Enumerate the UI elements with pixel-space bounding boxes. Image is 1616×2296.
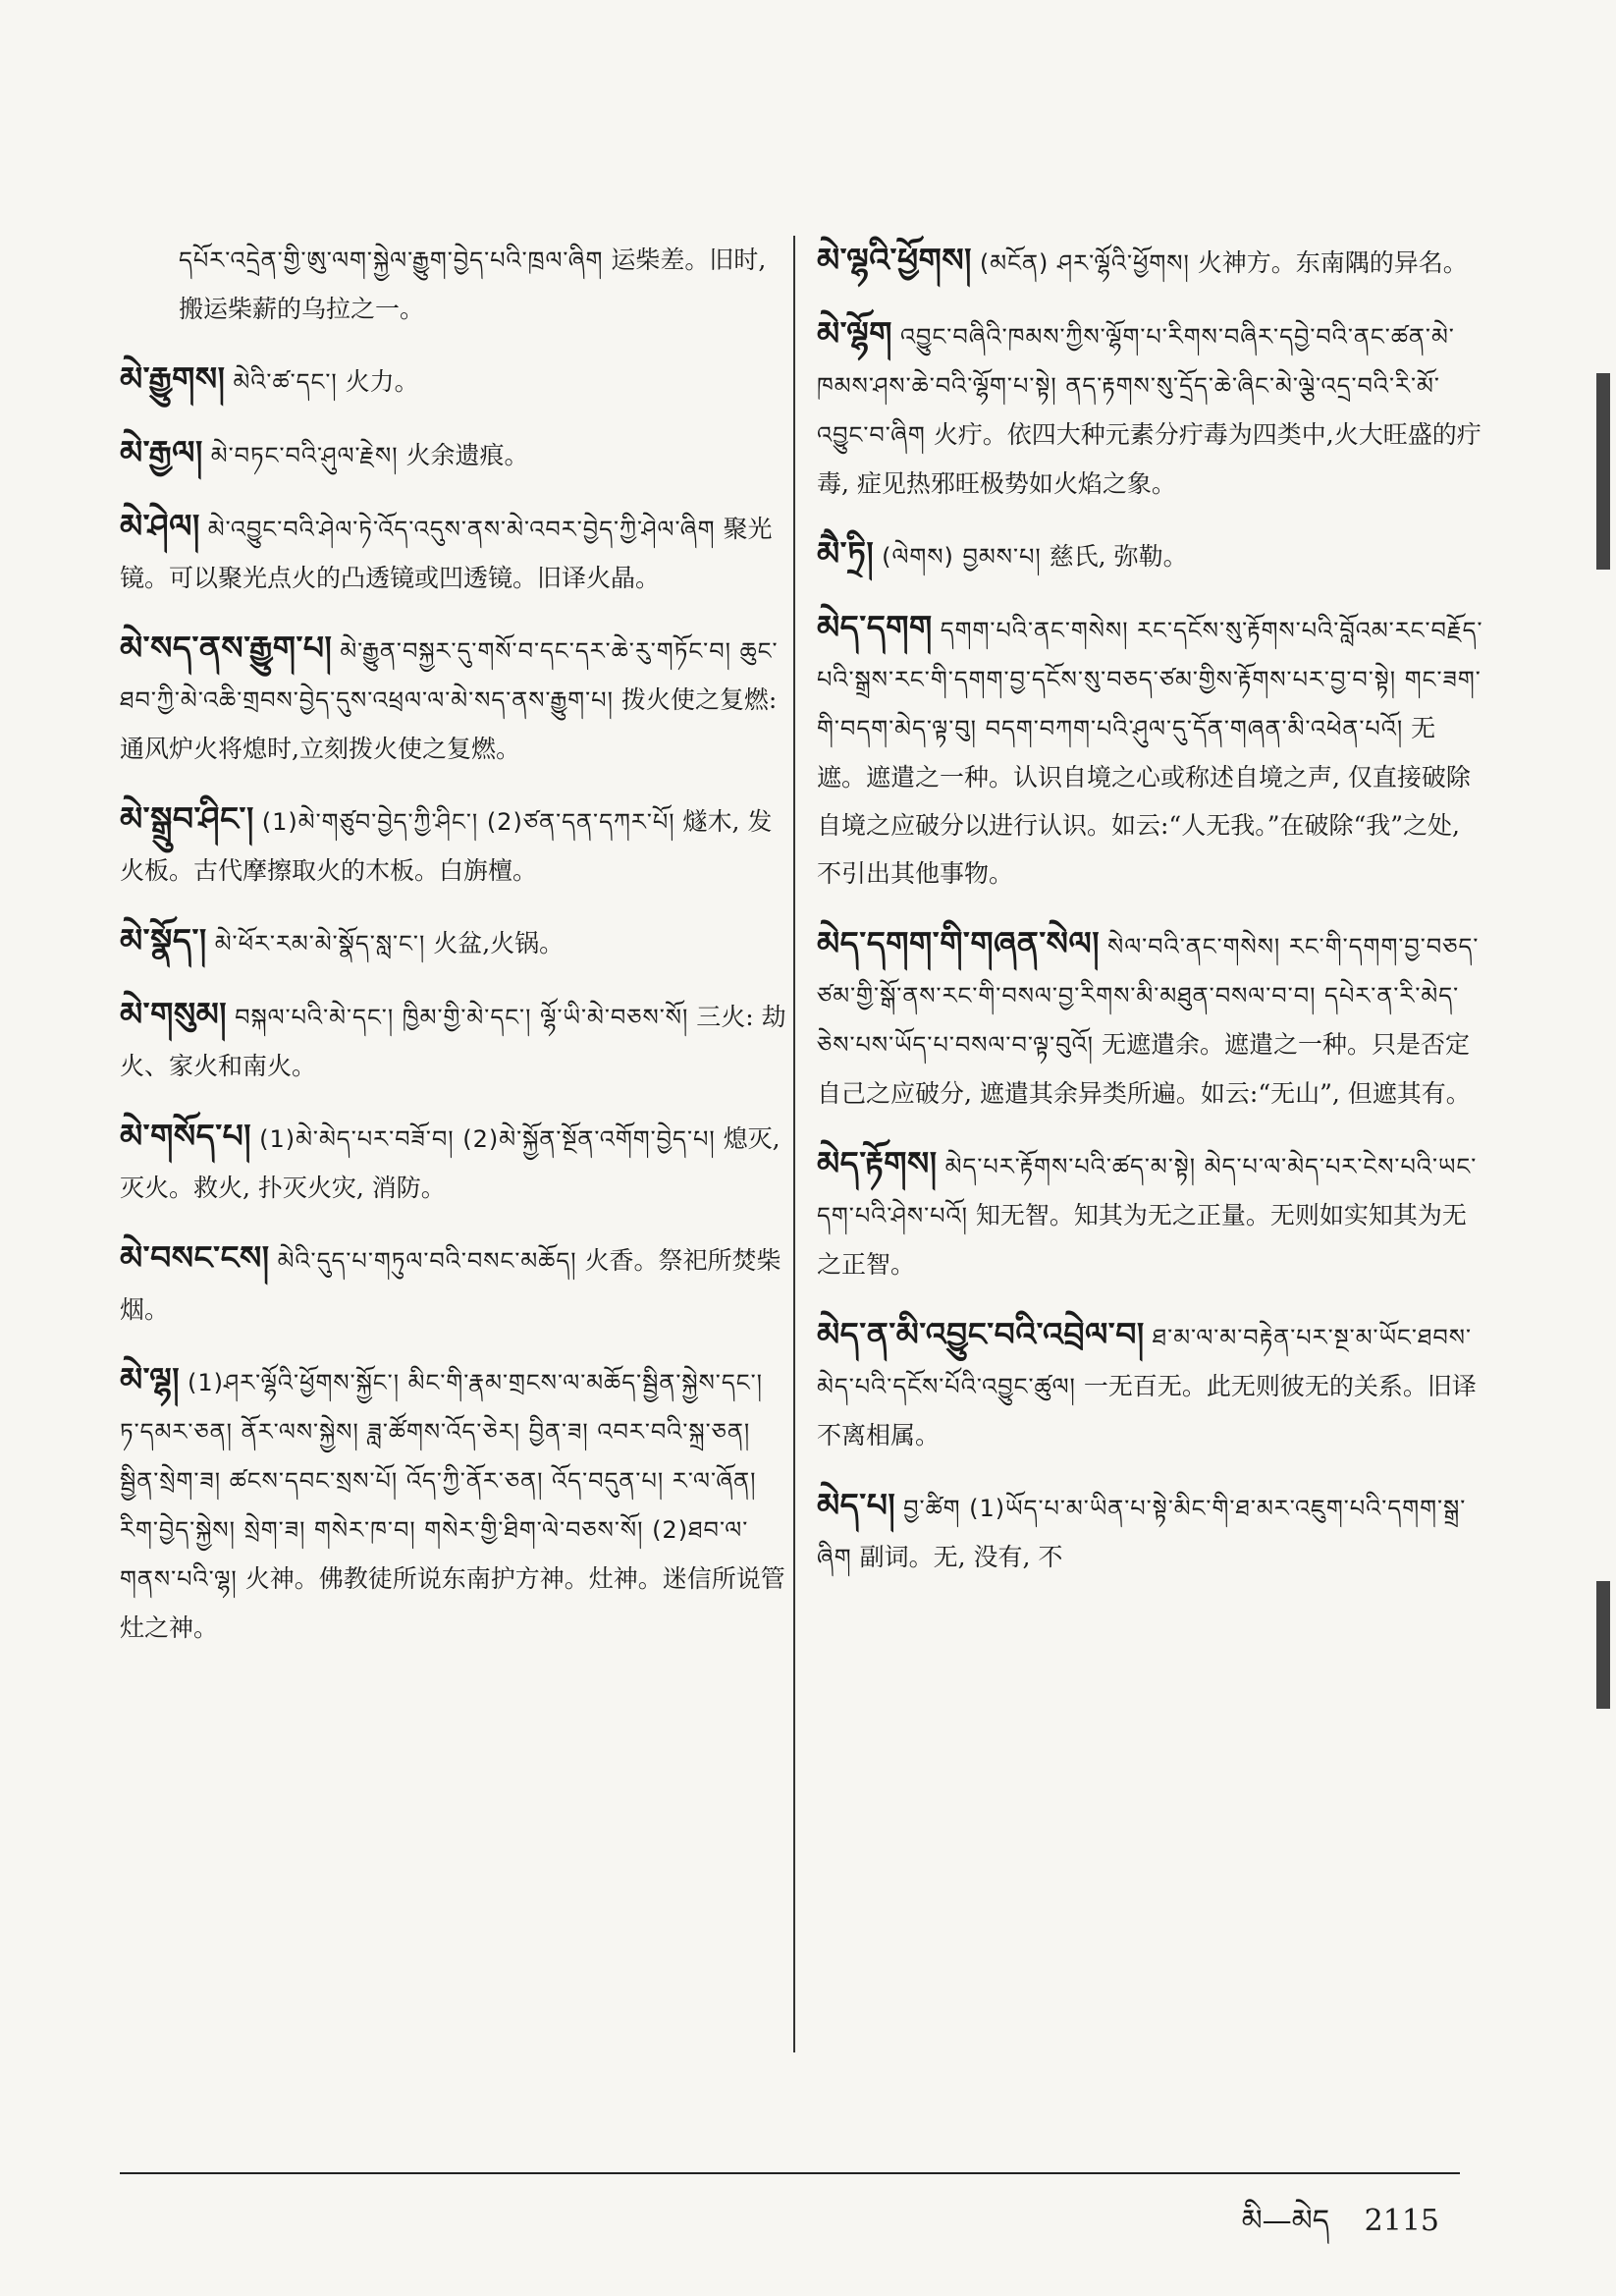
entry-tibetan: (ལེགས) བྱམས་པ། <box>882 543 1042 571</box>
entry-tibetan: སེལ་བའི་ནང་གསེས། རང་གི་དགག་བྱ་བཅད་ཙམ་གྱི་སྒོ་ནས་རང་གི་བསལ་བྱ་རིགས་མི་མཐུན་བསལ་བ་བ། དཔེར་ན་རི་མེད་ཅེས་པས་ཡོད་པ་བསལ་བ་ལྟ་བུའོ། <box>817 933 1480 1059</box>
entry <box>120 355 787 407</box>
entry-gloss: 运柴差。旧时,搬运柴薪的乌拉之一。 <box>179 246 767 323</box>
edge-mark <box>1596 373 1610 570</box>
entry-gloss: 火盆,火锅。 <box>433 929 565 957</box>
entry-gloss: 三火: 劫火、家火和南火。 <box>120 1003 786 1080</box>
left-column <box>120 236 787 1673</box>
entry-headword: མེད་པ། <box>817 1486 896 1524</box>
entry-tibetan: མེ་རྒྱུན་བསྐྱར་དུ་གསོ་བ་དང་དར་ཆེ་རུ་གཏོང་བ། ཆུང་ཐབ་ཀྱི་མེ་འཆི་གྲབས་བྱེད་དུས་འཕྲལ་ལ་མེ་སད་ནས་རྒྱུག་པ། <box>120 637 779 714</box>
entry-gloss: 拨火使之复燃: 通风炉火将熄时,立刻拨火使之复燃。 <box>120 685 778 763</box>
entry-tibetan: ཐ་མ་ལ་མ་བརྟེན་པར་སྔ་མ་ཡོང་ཐབས་མེད་པའི་དངོས་པོའི་འབྱུང་ཚུལ། <box>817 1324 1473 1400</box>
page-footer <box>1216 2188 1439 2270</box>
entry <box>817 1139 1484 1288</box>
entry-tibetan: མེ་བཏང་བའི་ཤུལ་རྗེས། <box>210 442 399 469</box>
entry-tibetan: དགག་པའི་ནང་གསེས། རང་དངོས་སུ་རྟོགས་པའི་བློའམ་རང་བརྗོད་པའི་སྒྲས་རང་གི་དགག་བྱ་དངོས་སུ་བཅད་ཙམ་གྱིས་རྟོགས་པར་བྱ་བ་སྟེ། གང་ཟག་གི་བདག་མེད་ལྟ་བུ། བདག་བཀག་པའི་ཤུལ་དུ་དོན་གཞན་མི་འཕེན་པའོ། <box>817 617 1483 742</box>
entry-headword: མེ་ཤེལ། <box>120 507 200 545</box>
entry <box>817 529 1484 581</box>
entry <box>817 236 1484 288</box>
entry <box>120 794 787 895</box>
entry <box>817 603 1484 898</box>
entry-headword: མེད་དགག་གི་གཞན་སེལ། <box>817 924 1101 962</box>
entry <box>120 428 787 480</box>
entry-tibetan: མེ་འབྱུང་བའི་ཤེལ་ཏེ་འོད་འདུས་ནས་མེ་འབར་བྱེད་ཀྱི་ཤེལ་ཞིག <box>207 516 716 543</box>
entry <box>120 1112 787 1212</box>
entry <box>120 916 787 968</box>
entry-tibetan: མེའི་ཚ་དང་། <box>233 368 338 396</box>
entry-headword: མེད་རྟོགས། <box>817 1144 938 1182</box>
entry-gloss: 知无智。知其为无之正量。无则如实知其为无之正智。 <box>817 1201 1467 1279</box>
entry-gloss: 火疔。依四大种元素分疔毒为四类中,火大旺盛的疔毒, 症见热邪旺极势如火焰之象。 <box>817 420 1481 498</box>
entry-gloss: 无遮。遮遣之一种。认识自境之心或称述自境之声, 仅直接破除自境之应破分以进行认识。如云:“人无我。”在破除“我”之处, 不引出其他事物。 <box>817 714 1471 888</box>
entry <box>120 990 787 1090</box>
right-column <box>817 236 1484 1604</box>
bottom-rule <box>120 2172 1460 2174</box>
edge-mark <box>1596 1581 1610 1709</box>
entry <box>120 502 787 602</box>
entry-continuation <box>120 236 787 333</box>
entry-headword: མེ་གསུམ། <box>120 995 228 1033</box>
entry-headword: མེ་ལྷའི་ཕྱོགས། <box>817 241 972 279</box>
entry-tibetan: (1)ཤར་ལྷོའི་ཕྱོགས་སྐྱོང་། མིང་གི་རྣམ་གྲངས་ལ་མཆོད་སྦྱིན་སྐྱེས་དང་། ཏ་དམར་ཅན། ནོར་ལས་སྐྱེས། ཟླ་ཚོགས་འོད་ཅེར། བྱིན་ཟ། འབར་བའི་སྐྲ་ཅན། སྦྱིན་སྲེག་ཟ། ཚངས་དབང་སྲས་པོ། འོད་ཀྱི་ནོར་ཅན། འོད་བདུན་པ། ར་ལ་ཞོན། རིག་བྱེད་སྐྱེས། སྲེག་ཟ། གསེར་ཁ་བ། གསེར་གྱི་ཐིག་ལེ་བཅས་སོ། (2)ཐབ་ལ་གནས་པའི་ལྷ། <box>120 1369 763 1593</box>
entry <box>817 919 1484 1118</box>
entry-headword: མཻ་ཏྲི། <box>817 534 875 573</box>
entry-gloss: 火力。 <box>345 367 419 396</box>
entry-gloss: 火神。佛教徒所说东南护方神。灶神。迷信所说管灶之神。 <box>120 1564 785 1642</box>
entry-gloss: 副词。无, 没有, 不 <box>859 1543 1063 1571</box>
page-number: 2115 <box>1364 2204 1439 2238</box>
entry <box>120 1233 787 1334</box>
entry-tibetan: མེའི་དུད་པ་གཏུལ་བའི་བསང་མཆོད། <box>277 1247 577 1275</box>
entry-gloss: 一无百无。此无则彼无的关系。旧译不离相属。 <box>817 1372 1477 1449</box>
entry <box>120 1355 787 1652</box>
entry <box>817 1310 1484 1459</box>
entry-headword: མེ་སྣོད་། <box>120 921 207 959</box>
entry-headword: མེ་རྒྱལ། <box>120 433 203 471</box>
entry <box>817 1481 1484 1582</box>
entry-tibetan: མེད་པར་རྟོགས་པའི་ཚད་མ་སྟེ། མེད་པ་ལ་མེད་པར་ངེས་པའི་ཡང་དག་པའི་ཤེས་པའོ། <box>817 1153 1478 1230</box>
entry-gloss: 火香。祭祀所焚柴烟。 <box>120 1246 781 1324</box>
entry <box>120 624 787 773</box>
entry-tibetan: (1)མེ་མེད་པར་བཟོ་བ། (2)མེ་སྐྱོན་སྔོན་འགོག་བྱེད་པ། <box>259 1125 716 1153</box>
entry-headword: མེ་ལྷ། <box>120 1360 181 1398</box>
entry-gloss: 熄灭, 灭火。救火, 扑灭火灾, 消防。 <box>120 1124 781 1202</box>
entry-headword: མེ་སྒྲུབ་ཤིང་། <box>120 799 254 838</box>
entry-gloss: 燧木, 发火板。古代摩擦取火的木板。白旃檀。 <box>120 807 773 885</box>
entry-gloss: 聚光镜。可以聚光点火的凸透镜或凹透镜。旧译火晶。 <box>120 515 773 592</box>
entry-tibetan: (མངོན) ཤར་ལྷོའི་ཕྱོགས། <box>979 249 1190 277</box>
entry-gloss: 火神方。东南隅的异名。 <box>1197 248 1468 277</box>
entry-headword: མེད་དགག <box>817 608 933 646</box>
column-divider <box>793 236 795 2052</box>
entry-headword: མེ་བསང་ངས། <box>120 1238 270 1277</box>
entry-tibetan: དཔོར་འདྲེན་གྱི་ཨུ་ལག་སྐྱེལ་རྒྱུག་བྱེད་པའི་ཁྲལ་ཞིག <box>179 246 604 274</box>
entry-headword: མེད་ན་མི་འབྱུང་བའི་འབྲེལ་བ། <box>817 1315 1145 1353</box>
entry-gloss: 慈氏, 弥勒。 <box>1049 542 1188 571</box>
entry-tibetan: (1)མེ་གཙུབ་བྱེད་ཀྱི་ཤིང་། (2)ཙན་དན་དཀར་པོ། <box>261 808 675 836</box>
footer-range: མི—མེད <box>1241 2204 1330 2238</box>
entry-headword: མེ་སད་ནས་རྒྱུག་པ། <box>120 629 333 667</box>
entry-gloss: 无遮遣余。遮遣之一种。只是否定自己之应破分, 遮遣其余异类所遍。如云:“无山”, 但遮其有。 <box>817 1030 1471 1108</box>
entry-gloss: 火余遗痕。 <box>405 441 529 469</box>
entry-tibetan: བྱ་ཚིག (1)ཡོད་པ་མ་ཡིན་པ་སྟེ་མིང་གི་ཐ་མར་འཇུག་པའི་དགག་སྒྲ་ཞིག <box>817 1495 1467 1571</box>
entry-tibetan: བསྐལ་པའི་མེ་དང་། ཁྱིམ་གྱི་མེ་དང་། ལྷོ་ཡི་མེ་བཅས་སོ། <box>235 1004 689 1031</box>
entry-headword: མེ་རྒྱུགས། <box>120 359 226 398</box>
entry-tibetan: མེ་ཕོར་རམ་མེ་སྣོད་སླ་ང་། <box>214 930 426 957</box>
entry-headword: མེ་གསོད་པ། <box>120 1117 252 1155</box>
entry-headword: མེ་ལྷོག <box>817 314 892 353</box>
entry-tibetan: འབྱུང་བཞིའི་ཁམས་ཀྱིས་ལྷོག་པ་རིགས་བཞིར་དབྱེ་བའི་ནང་ཚན་མེ་ཁམས་ཤས་ཆེ་བའི་ལྷོག་པ་སྟེ། ནད་རྟགས་སུ་དྲོད་ཆེ་ཞིང་མེ་ལྕེ་འདྲ་བའི་རི་མོ་འབྱུང་བ་ཞིག <box>817 323 1455 449</box>
entry <box>817 309 1484 508</box>
